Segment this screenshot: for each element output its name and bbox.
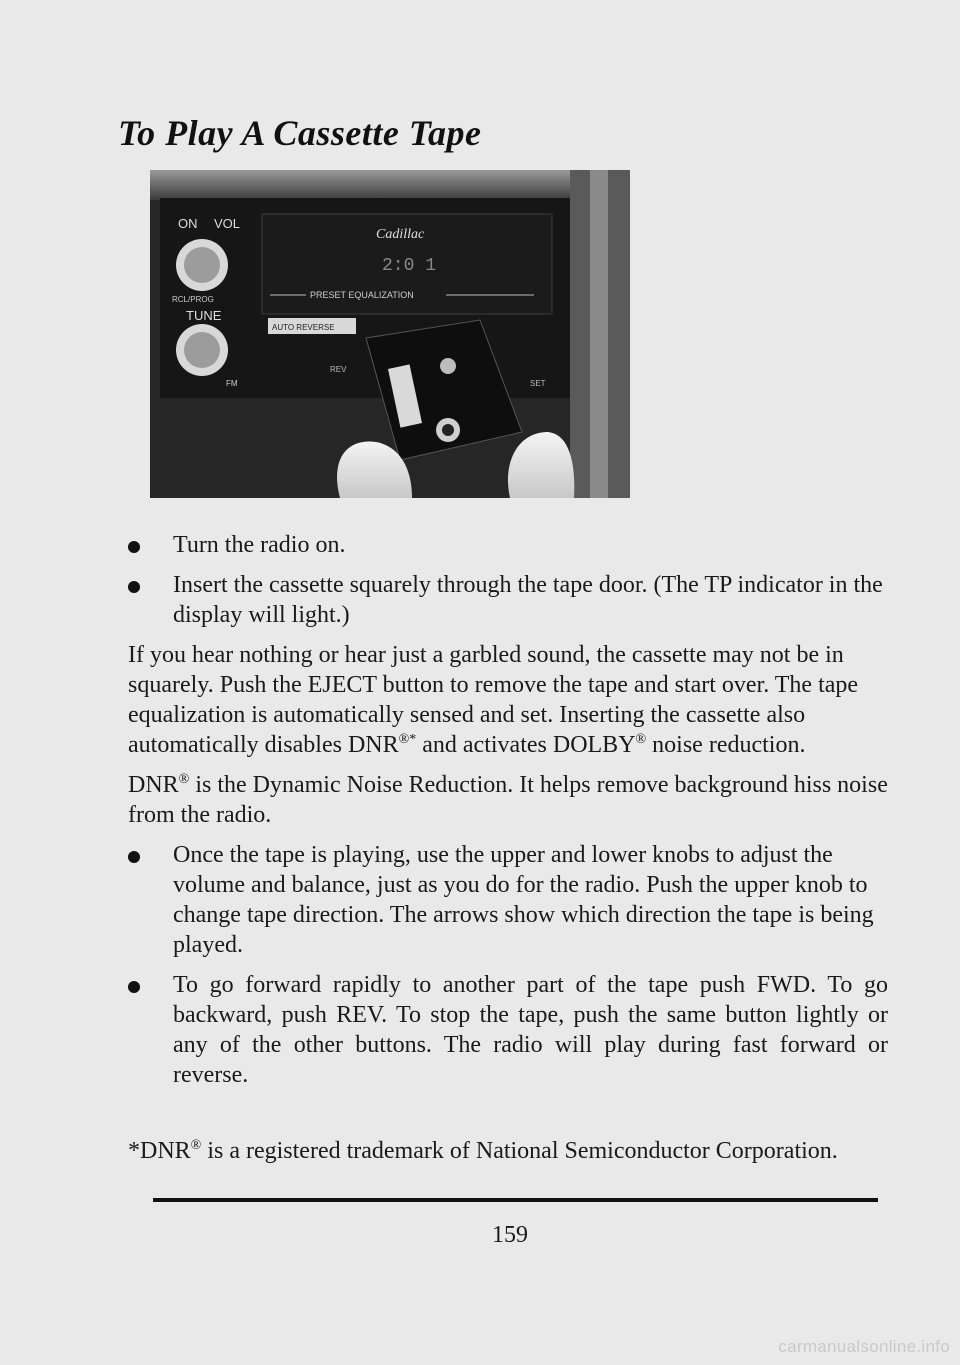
paragraph-text: noise reduction. (646, 732, 806, 758)
label-tune: TUNE (186, 308, 222, 323)
bullet-icon (128, 851, 140, 863)
label-logo: Cadillac (376, 227, 425, 242)
list-item-text: Once the tape is playing, use the upper and lower knobs to adjust the volume and balance, just as you do for the radio. Push the upper knob to change tape direction. The arrows show which direction the tape is being played. (173, 842, 874, 958)
bullet-icon (128, 981, 140, 993)
list-item (128, 970, 888, 1090)
bullet-icon (128, 581, 140, 593)
radio-illustration (150, 170, 630, 498)
footer-rule (153, 1198, 878, 1202)
label-auto-reverse: AUTO REVERSE (272, 323, 335, 332)
label-vol: VOL (214, 216, 241, 231)
list-item (128, 840, 888, 960)
label-preset-eq: PRESET EQUALIZATION (310, 290, 414, 300)
bullet-icon (128, 541, 140, 553)
paragraph-text: and activates DOLBY (416, 732, 636, 758)
registered-mark: ® (190, 1138, 202, 1153)
paragraph-eject (128, 640, 888, 760)
label-set: SET (530, 379, 546, 388)
paragraph-text: is the Dynamic Noise Reduction. It helps remove background hiss noise from the radio. (128, 772, 888, 828)
label-relprog: RCL/PROG (172, 295, 214, 304)
paragraph-text: DNR (128, 772, 179, 798)
page-number: 159 (492, 1222, 528, 1248)
note-text: *DNR (128, 1138, 191, 1164)
watermark: carmanualsonline.info (778, 1337, 950, 1356)
list-item (128, 530, 888, 560)
section-title: To Play A Cassette Tape (118, 113, 482, 153)
body-text (128, 530, 888, 1100)
registered-mark: ® (178, 772, 190, 787)
paragraph-dnr (128, 770, 888, 830)
registered-mark: ®* (398, 732, 417, 747)
list-item (128, 570, 888, 630)
label-rev: REV (330, 365, 347, 374)
label-fm: FM (226, 379, 238, 388)
list-item-text: To go forward rapidly to another part of the tape push FWD. To go backward, push REV. To stop the tape, push the same button lightly or any of the other buttons. The radio will play during fast forward or reverse. (173, 972, 888, 1088)
cassette-radio-photo (150, 170, 630, 498)
note-text: is a registered trademark of National Semiconductor Corporation. (201, 1138, 838, 1164)
registered-mark: ® (635, 732, 647, 747)
svg-text:2:0 1: 2:0 1 (382, 256, 437, 276)
trademark-note (128, 1136, 888, 1166)
paragraph-text: If you hear nothing or hear just a garbled sound, the cassette may not be in squarely. Push the EJECT button to remove the tape and start over. The tape equalization is automatically sensed and set. Inserting the cassette also automatically disables DNR (128, 642, 859, 758)
list-item-text: Insert the cassette squarely through the tape door. (The TP indicator in the display will light.) (173, 572, 883, 628)
label-on: ON (178, 216, 198, 231)
list-item-text: Turn the radio on. (173, 532, 346, 558)
